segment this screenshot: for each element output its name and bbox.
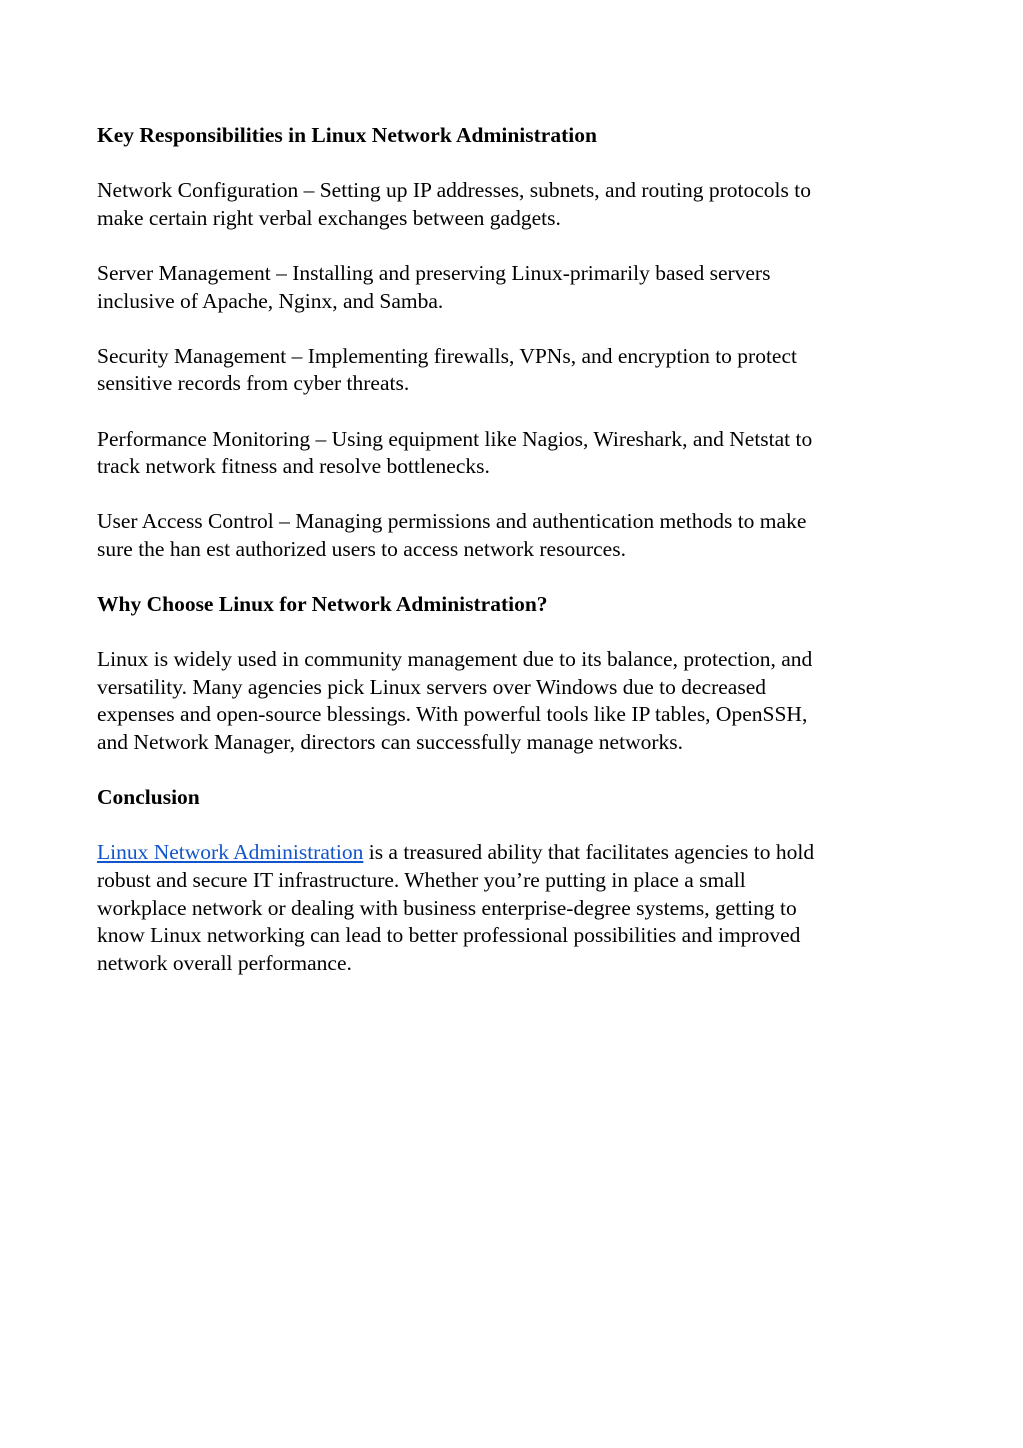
paragraph-security-management	[97, 343, 917, 398]
text-line: make certain right verbal exchanges between gadgets.	[97, 205, 561, 230]
text-span: is a treasured ability that facilitates agencies to hold	[363, 840, 815, 865]
text-line: sure the han est authorized users to access network resources.	[97, 536, 626, 561]
text-line: Performance Monitoring – Using equipment like Nagios, Wireshark, and Netstat to	[97, 426, 813, 451]
paragraph-performance-monitoring	[97, 426, 917, 481]
text-line: Network Configuration – Setting up IP addresses, subnets, and routing protocols to	[97, 178, 811, 203]
paragraph-conclusion	[97, 839, 917, 977]
text-line: expenses and open-source blessings. With powerful tools like IP tables, OpenSSH,	[97, 702, 808, 727]
paragraph-user-access-control	[97, 508, 917, 563]
paragraph-why-linux	[97, 646, 917, 756]
text-line: network overall performance.	[97, 950, 352, 975]
text-line: User Access Control – Managing permissions and authentication methods to make	[97, 509, 807, 534]
linux-network-administration-link[interactable]: Linux Network Administration	[97, 840, 364, 865]
text-line: versatility. Many agencies pick Linux servers over Windows due to decreased	[97, 674, 767, 699]
text-line: workplace network or dealing with business enterprise-degree systems, getting to	[97, 895, 797, 920]
text-line: know Linux networking can lead to better professional possibilities and improved	[97, 923, 801, 948]
heading-why-choose-linux: Why Choose Linux for Network Administration?	[97, 592, 548, 617]
document-body	[97, 122, 917, 1005]
text-line: Security Management – Implementing firewalls, VPNs, and encryption to protect	[97, 343, 797, 368]
paragraph-server-management	[97, 260, 917, 315]
heading-key-responsibilities: Key Responsibilities in Linux Network Administration	[97, 123, 597, 147]
text-line: Linux is widely used in community management due to its balance, protection, and	[97, 647, 813, 672]
heading-conclusion: Conclusion	[97, 785, 200, 810]
text-line: and Network Manager, directors can successfully manage networks.	[97, 730, 684, 755]
text-line	[97, 839, 917, 867]
text-line: Server Management – Installing and preserving Linux-primarily based servers	[97, 260, 771, 285]
text-line: sensitive records from cyber threats.	[97, 371, 410, 396]
paragraph-network-configuration	[97, 177, 917, 232]
text-line: robust and secure IT infrastructure. Whether you’re putting in place a small	[97, 868, 746, 893]
text-line: track network fitness and resolve bottlenecks.	[97, 454, 490, 479]
text-line: inclusive of Apache, Nginx, and Samba.	[97, 288, 444, 313]
